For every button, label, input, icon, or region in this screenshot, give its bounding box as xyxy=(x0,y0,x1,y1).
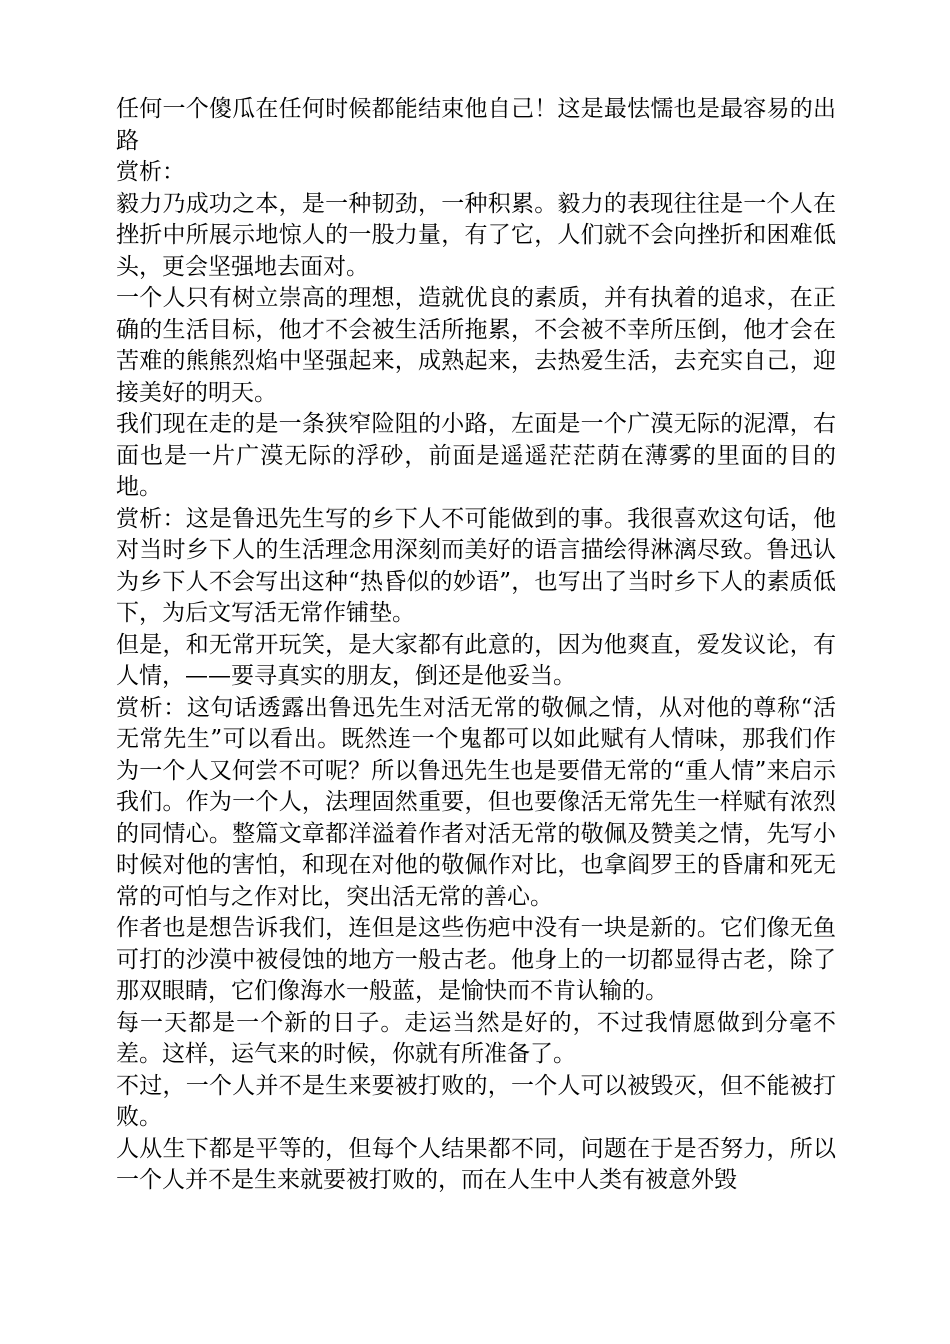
paragraph-ideals: 一个人只有树立崇高的理想，造就优良的素质，并有执着的追求，在正确的生活目标，他才不会被生活所拖累，不会被不幸所压倒，他才会在苦难的熊熊烈焰中坚强起来，成熟起来，去热爱生活，去充实自己，迎接美好的明天。 xyxy=(116,285,836,406)
paragraph-appreciation-wuchang: 赏析：这句话透露出鲁迅先生对活无常的敬佩之情，从对他的尊称“活无常先生”可以看出。既然连一个鬼都可以如此赋有人情味，那我们作为一个人又何尝不可呢？所以鲁迅先生也是要借无常的“重人情”来启示我们。作为一个人，法理固然重要，但也要像活无常先生一样赋有浓烈的同情心。整篇文章都洋溢着作者对活无常的敬佩及赞美之情，先写小时候对他的害怕，和现在对他的敬佩作对比，也拿阎罗王的昏庸和死无常的可怕与之作对比，突出活无常的善心。 xyxy=(116,694,836,910)
paragraph-narrow-road: 我们现在走的是一条狭窄险阻的小路，左面是一个广漠无际的泥潭，右面也是一片广漠无际的浮砂，前面是遥遥茫茫荫在薄雾的里面的目的地。 xyxy=(116,411,836,500)
paragraph-equal-birth: 人从生下都是平等的，但每个人结果都不同，问题在于是否努力，所以一个人并不是生来就要被打败的，而在人生中人类有被意外毁 xyxy=(116,1135,836,1193)
paragraph-opening-quote: 任何一个傻瓜在任何时候都能结束他自己！这是最怯懦也是最容易的出路 xyxy=(116,96,836,154)
paragraph-appreciation-luxun: 赏析：这是鲁迅先生写的乡下人不可能做到的事。我很喜欢这句话，他对当时乡下人的生活理念用深刻而美好的语言描绘得淋漓尽致。鲁迅认为乡下人不会写出这种“热昏似的妙语”，也写出了当时乡下人的素质低下，为后文写活无常作铺垫。 xyxy=(116,505,836,626)
document-body xyxy=(116,94,836,1197)
paragraph-wuchang: 但是，和无常开玩笑，是大家都有此意的，因为他爽直，爱发议论，有人情，——要寻真实的朋友，倒还是他妥当。 xyxy=(116,631,836,689)
paragraph-perseverance: 毅力乃成功之本，是一种韧劲，一种积累。毅力的表现往往是一个人在挫折中所展示地惊人的一股力量，有了它，人们就不会向挫折和困难低头，更会坚强地去面对。 xyxy=(116,190,836,280)
paragraph-not-defeated: 不过，一个人并不是生来要被打败的，一个人可以被毁灭，但不能被打败。 xyxy=(116,1072,836,1130)
paragraph-scars: 作者也是想告诉我们，连但是这些伤疤中没有一块是新的。它们像无鱼可打的沙漠中被侵蚀的地方一般古老。他身上的一切都显得古老，除了那双眼睛，它们像海水一般蓝，是愉快而不肯认输的。 xyxy=(116,915,836,1004)
paragraph-appreciation-heading: 赏析： xyxy=(116,159,185,185)
paragraph-new-day: 每一天都是一个新的日子。走运当然是好的，不过我情愿做到分毫不差。这样，运气来的时候，你就有所准备了。 xyxy=(116,1009,836,1067)
